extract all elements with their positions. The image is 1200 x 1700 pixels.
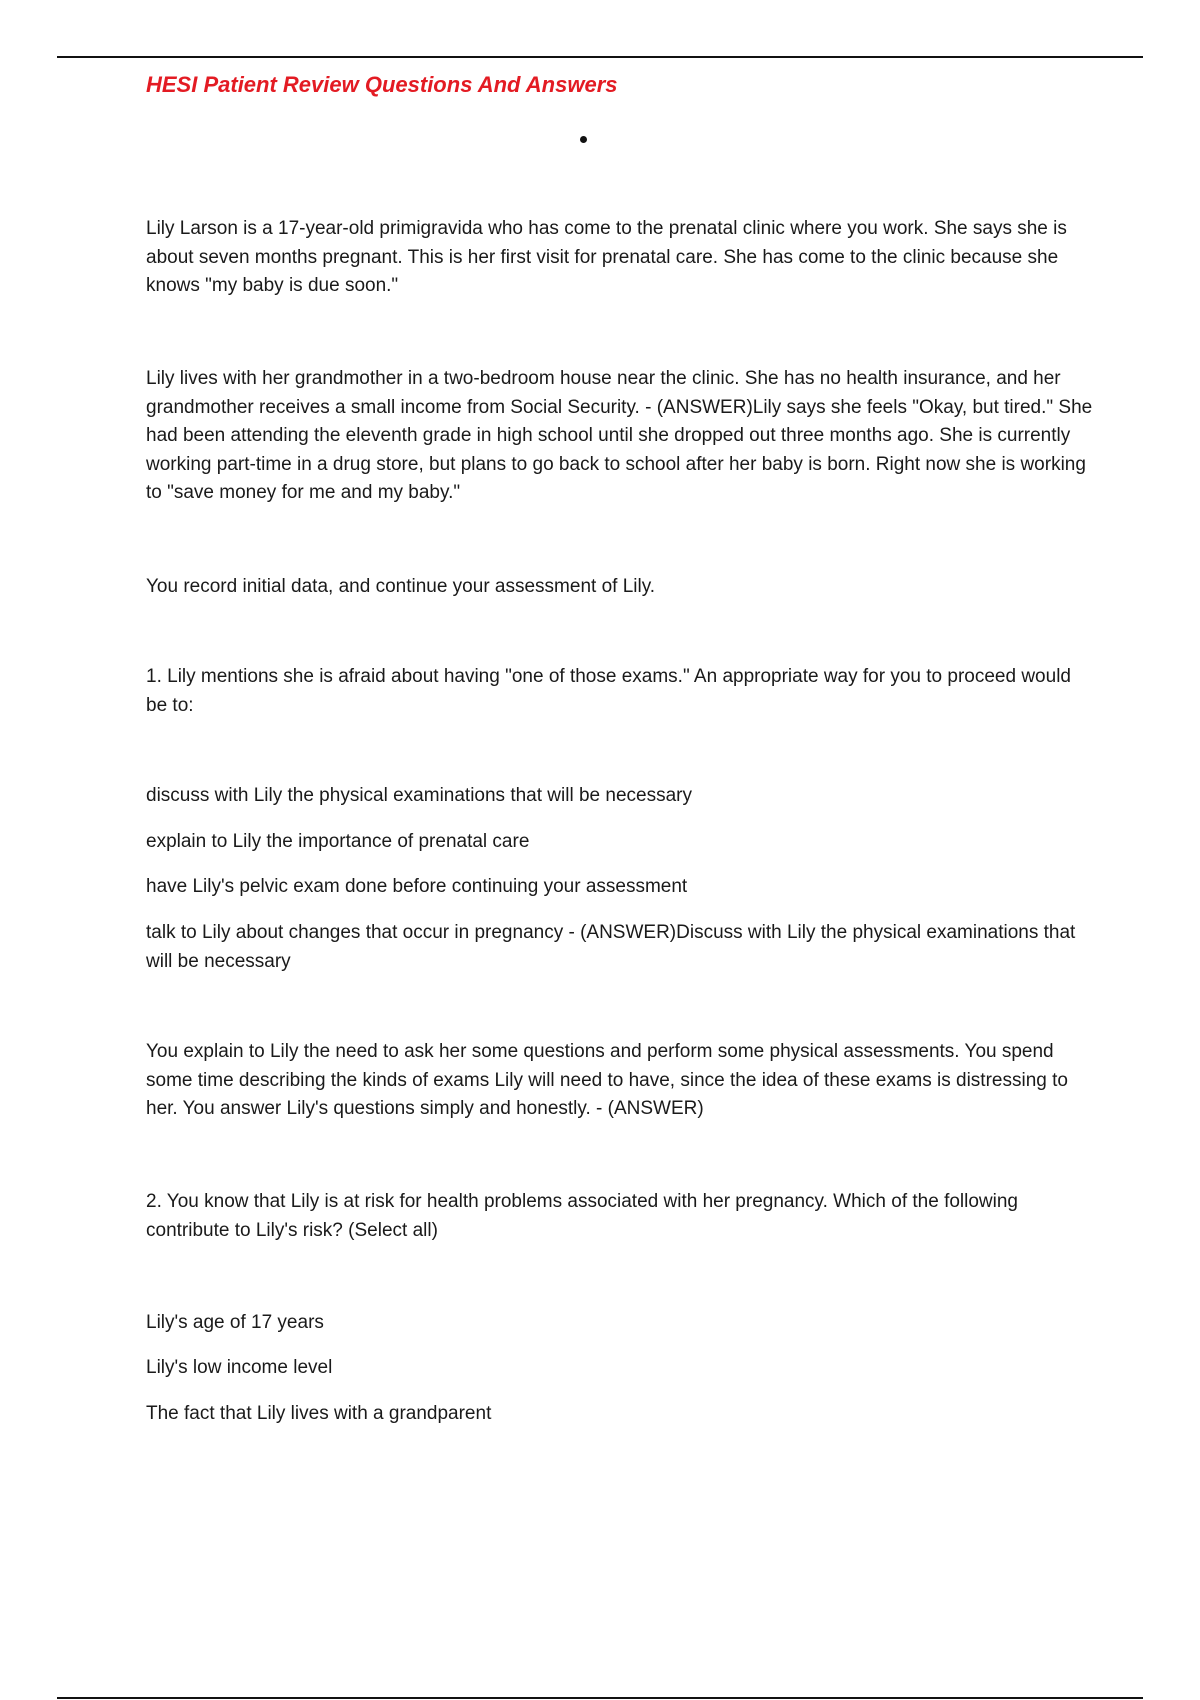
question-2: 2. You know that Lily is at risk for health problems associated with her pregnancy. Which of the following contribute to Lily's risk? (Select all) <box>146 1191 1018 1241</box>
q1-followup: You explain to Lily the need to ask her some questions and perform some physical assessments. You spend some time describing the kinds of exams Lily will need to have, since the idea of these exams is distressing to her. You answer Lily's questions simply and honestly. - (ANSWER) <box>146 1041 1068 1119</box>
intro-paragraph-2: Lily lives with her grandmother in a two-bedroom house near the clinic. She has no health insurance, and her grandmother receives a small income from Social Security. - (ANSWER)Lily says she feels "Okay, but tired." She had been attending the eleventh grade in high school until she dropped out three months ago. She is currently working part-time in a drug store, but plans to go back to school after her baby is born. Right now she is working to "save money for me and my baby." <box>146 368 1093 503</box>
q1-option: discuss with Lily the physical examinations that will be necessary <box>146 785 692 806</box>
document-title: HESI Patient Review Questions And Answers <box>146 72 618 97</box>
question-1: 1. Lily mentions she is afraid about having "one of those exams." An appropriate way for you to proceed would be to: <box>146 666 1071 716</box>
bullet-mark <box>580 136 587 143</box>
footer-rule <box>57 1697 1143 1699</box>
q2-option: The fact that Lily lives with a grandparent <box>146 1403 492 1424</box>
q2-option: Lily's age of 17 years <box>146 1312 324 1333</box>
intro-paragraph-3: You record initial data, and continue your assessment of Lily. <box>146 576 656 597</box>
q1-option: have Lily's pelvic exam done before continuing your assessment <box>146 876 688 897</box>
q1-option: explain to Lily the importance of prenatal care <box>146 831 530 852</box>
header-rule <box>57 56 1143 58</box>
q1-option-with-answer: talk to Lily about changes that occur in pregnancy - (ANSWER)Discuss with Lily the physical examinations that will be necessary <box>146 922 1076 972</box>
intro-paragraph-1: Lily Larson is a 17-year-old primigravida who has come to the prenatal clinic where you work. She says she is about seven months pregnant. This is her first visit for prenatal care. She has come to the clinic because she knows "my baby is due soon." <box>146 218 1067 296</box>
q2-option: Lily's low income level <box>146 1357 333 1378</box>
